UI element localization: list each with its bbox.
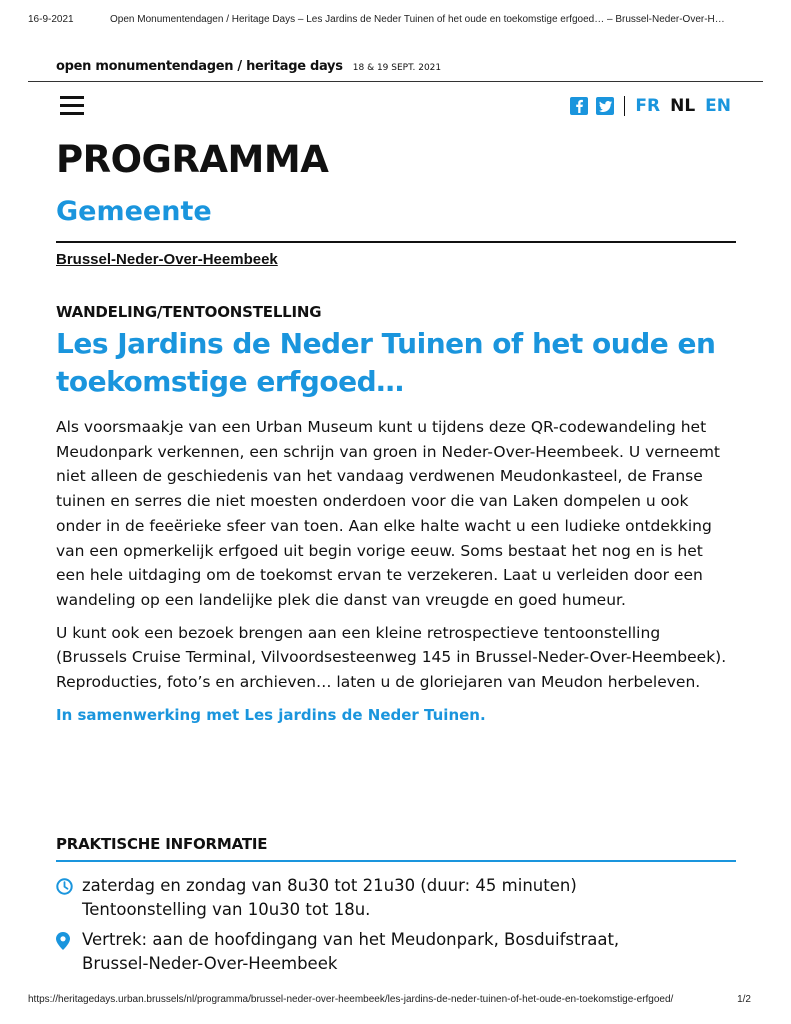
brand-name[interactable]: open monumentendagen / heritage days	[56, 59, 343, 74]
event-category: WANDELING/TENTOONSTELLING	[56, 303, 322, 321]
info-time-exhibition: Tentoonstelling van 10u30 tot 18u.	[82, 900, 371, 919]
info-location-area: Brussel-Neder-Over-Heembeek	[82, 954, 338, 973]
info-location-text	[82, 928, 736, 976]
lang-fr[interactable]: FR	[635, 96, 661, 116]
location-pin-icon	[56, 928, 82, 976]
practical-info-heading: PRAKTISCHE INFORMATIE	[56, 835, 268, 853]
event-title: Les Jardins de Neder Tuinen of het oude en toekomstige erfgoed…	[56, 327, 716, 398]
description-paragraph: Als voorsmaakje van een Urban Museum kunt u tijdens deze QR-codewandeling het Meudonpark verkennen, een schrijn van groen in Neder-Over-Heembeek. U verneemt niet alleen de geschiedenis van het vandaag verdwenen Meudonkasteel, de Franse tuinen en serres die niet moesten onderdoen voor die van Laken dompelen u ook onder in de feeërieke sfeer van toen. Aan elke halte wacht u een ludieke ontdekking van een opmerkelijk erfgoed uit begin vorige eeuw. Soms bestaat het nog en is het een hele uitdaging om de toekomst ervan te verzekeren. Laat u verleiden door een wandeling op een landelijke plek die danst van vreugde en goed humeur.	[56, 418, 721, 609]
twitter-icon[interactable]	[596, 97, 614, 115]
header-divider	[28, 81, 763, 82]
clock-glyph	[56, 878, 73, 895]
info-location	[56, 928, 736, 976]
event-description	[56, 415, 736, 735]
location-pin-glyph	[56, 932, 70, 950]
print-date: 16-9-2021	[28, 14, 74, 25]
facebook-icon[interactable]	[570, 97, 588, 115]
clock-icon	[56, 874, 82, 922]
print-page-number: 1/2	[737, 994, 751, 1005]
page-title: PROGRAMMA	[56, 138, 329, 181]
site-brand[interactable]	[56, 55, 441, 74]
facebook-glyph	[573, 99, 585, 113]
description-paragraph: U kunt ook een bezoek brengen aan een kleine retrospectieve tentoonstelling (Brussels Cruise Terminal, Vilvoordsesteenweg 145 in Brussel-Neder-Over-Heembeek). Reproducties, foto’s en archieven… laten u de gloriejaren van Meudon herbeleven.	[56, 623, 727, 692]
practical-info-divider	[56, 860, 736, 862]
menu-icon[interactable]	[60, 96, 84, 115]
toolbar-separator	[624, 96, 625, 116]
twitter-glyph	[599, 101, 612, 112]
menu-icon-bar	[60, 96, 84, 99]
info-time	[56, 874, 736, 922]
page-subtitle: Gemeente	[56, 196, 212, 227]
lang-en[interactable]: EN	[705, 96, 731, 116]
info-time-text	[82, 874, 736, 922]
collaboration-link[interactable]: In samenwerking met Les jardins de Neder Tuinen.	[56, 705, 486, 724]
print-header	[28, 14, 763, 25]
header-toolbar	[570, 95, 731, 117]
brand-dates: 18 & 19 SEPT. 2021	[352, 63, 442, 73]
title-divider	[56, 241, 736, 243]
print-doc-title: Open Monumentendagen / Heritage Days – Les Jardins de Neder Tuinen of het oude en toekomstige erfgoed… – Brussel-Neder-Over-H…	[110, 14, 725, 25]
menu-icon-bar	[60, 112, 84, 115]
lang-nl[interactable]: NL	[670, 96, 696, 116]
print-url: https://heritagedays.urban.brussels/nl/programma/brussel-neder-over-heembeek/les-jardins-de-neder-tuinen-of-het-oude-en-toekomstige-erfgoed/	[28, 994, 674, 1005]
info-location-start: Vertrek: aan de hoofdingang van het Meudonpark, Bosduifstraat,	[82, 930, 620, 949]
municipality-link[interactable]: Brussel-Neder-Over-Heembeek	[56, 251, 278, 268]
info-time-schedule: zaterdag en zondag van 8u30 tot 21u30 (duur: 45 minuten)	[82, 876, 577, 895]
menu-icon-bar	[60, 104, 84, 107]
print-footer	[28, 994, 751, 1005]
